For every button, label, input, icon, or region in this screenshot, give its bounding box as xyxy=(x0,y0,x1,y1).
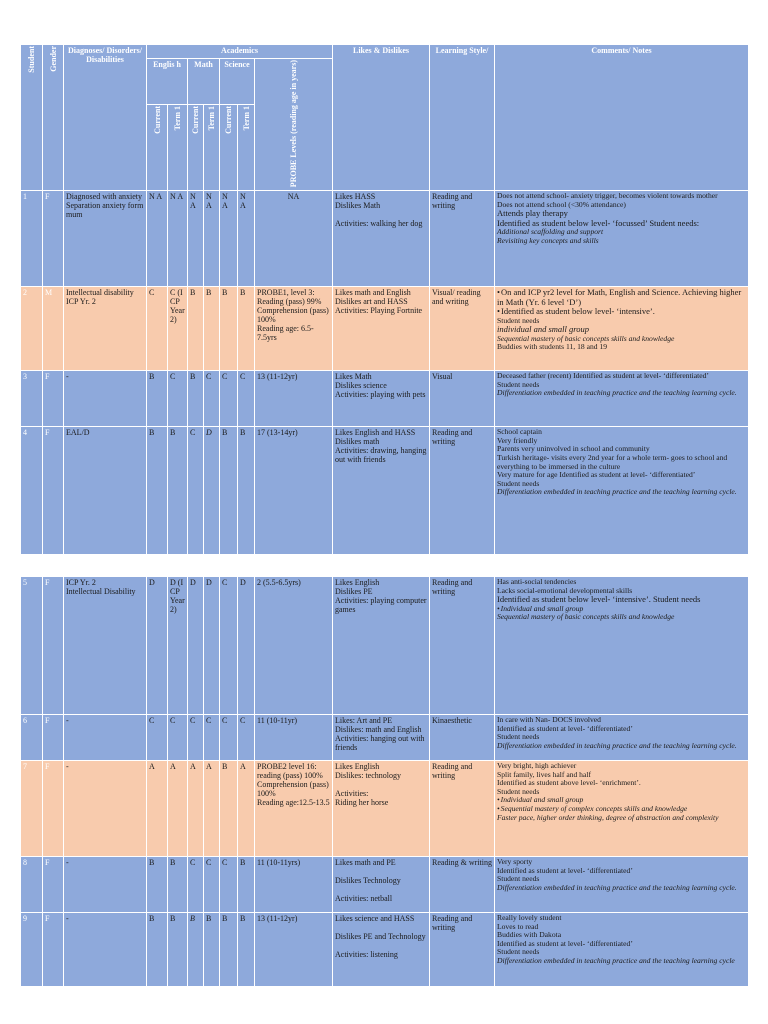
grade-sci-t-cell: B xyxy=(238,427,255,555)
grade-eng-t-cell: C xyxy=(168,715,188,761)
gender-cell: M xyxy=(43,287,64,371)
grade-sci-c-cell: B xyxy=(220,913,238,987)
header-student: Student xyxy=(21,45,43,191)
comment-needs-line: Revisiting key concepts and skills xyxy=(497,235,599,245)
header-english-current: Current xyxy=(147,105,168,191)
comment-line: Student needs xyxy=(497,315,540,325)
comment-needs-line: Differentiation embedded in teaching practice and the teaching learning cycle. xyxy=(497,882,737,892)
grade-sci-c-cell: B xyxy=(220,761,238,857)
likes-line: Dislikes science xyxy=(335,381,387,391)
header-likes: Likes & Dislikes xyxy=(333,45,430,191)
table-row xyxy=(21,577,749,715)
gender-cell: F xyxy=(43,857,64,913)
likes-dislikes-cell xyxy=(333,913,430,987)
probe-level-cell xyxy=(255,191,333,287)
probe-level-cell xyxy=(255,427,333,555)
likes-line: Activities: Playing Fortnite xyxy=(335,306,423,316)
grade-sci-t-cell: A xyxy=(238,761,255,857)
grade-sci-c-cell: C xyxy=(220,857,238,913)
diagnoses-cell xyxy=(64,371,147,427)
header-english: Englis h xyxy=(147,59,188,105)
comment-line: Identified as student at level- ‘differentiated’ xyxy=(497,938,633,948)
gender-cell: F xyxy=(43,427,64,555)
grade-math-t-cell: C xyxy=(204,715,220,761)
grade-eng-c-cell: B xyxy=(147,857,168,913)
learning-style-cell: Visual/ reading and writing xyxy=(430,287,495,371)
likes-dislikes-cell xyxy=(333,287,430,371)
grade-sci-c-cell: B xyxy=(220,287,238,371)
header-learning-style: Learning Style/ xyxy=(430,45,495,191)
comment-line: Has anti-social tendencies xyxy=(497,577,577,586)
gender-cell: F xyxy=(43,371,64,427)
diagnoses-cell xyxy=(64,761,147,857)
comment-line: Identified as student at level- ‘differentiated’ xyxy=(497,723,633,733)
likes-line xyxy=(335,885,427,894)
grade-eng-c-cell: A xyxy=(147,761,168,857)
comment-line: Identified as student below level- ‘focussed’ Student needs: xyxy=(497,217,700,228)
comment-needs-line: • Sequential mastery of complex concepts skills and knowledge xyxy=(497,805,746,814)
diagnosis-line: - xyxy=(66,762,69,771)
student-number-cell: 2 xyxy=(21,287,43,371)
probe-level-cell xyxy=(255,913,333,987)
comment-line: Buddies with students 11, 18 and 19 xyxy=(497,342,608,352)
comments-cell xyxy=(495,577,749,715)
learning-style-cell: Kinaesthetic xyxy=(430,715,495,761)
grade-math-c-cell: N A xyxy=(188,191,204,287)
learning-style-cell: Reading & writing xyxy=(430,857,495,913)
diagnosis-line: Separation anxiety form mum xyxy=(66,201,144,220)
probe-line: Comprehension (pass) 100% xyxy=(257,780,329,798)
grade-math-t-cell: B xyxy=(204,913,220,987)
probe-line: 13 (11-12yr) xyxy=(257,914,298,923)
likes-line: Dislikes: technology xyxy=(335,771,401,780)
comment-line: Identified as student below level- ‘intensive’. Student needs xyxy=(497,594,701,605)
likes-line: Likes English xyxy=(335,762,380,771)
likes-line: Activities: playing computer games xyxy=(335,596,427,614)
likes-line: Activities: listening xyxy=(335,950,398,959)
comment-line: Student needs xyxy=(497,874,540,884)
student-number-cell: 3 xyxy=(21,371,43,427)
comment-line: Identified as student above level- ‘enrichment’. xyxy=(497,778,641,788)
comment-needs-line: Differentiation embedded in teaching practice and the teaching learning cycle. xyxy=(497,388,737,398)
comments-cell xyxy=(495,761,749,857)
header-science-current: Current xyxy=(220,105,238,191)
grade-eng-c-cell: B xyxy=(147,913,168,987)
likes-dislikes-cell xyxy=(333,577,430,715)
grade-math-t-cell: D xyxy=(204,427,220,555)
gender-cell: F xyxy=(43,715,64,761)
comment-line: Really lovely student xyxy=(497,913,562,922)
grade-math-c-cell: C xyxy=(188,427,204,555)
likes-dislikes-cell xyxy=(333,857,430,913)
grade-eng-t-cell: D (ICP Year 2) xyxy=(168,577,188,715)
probe-line: Reading age: 6.5-7.5yrs xyxy=(257,324,314,343)
student-number-cell: 7 xyxy=(21,761,43,857)
likes-line: Likes Math xyxy=(335,372,372,382)
gender-cell: F xyxy=(43,913,64,987)
diagnosis-line: - xyxy=(66,858,69,867)
comments-cell xyxy=(495,715,749,761)
diagnoses-cell xyxy=(64,577,147,715)
likes-line xyxy=(335,941,427,950)
grade-sci-t-cell: B xyxy=(238,913,255,987)
likes-line: Activities: walking her dog xyxy=(335,219,423,229)
student-number-cell: 5 xyxy=(21,577,43,715)
likes-line: Likes English and HASS xyxy=(335,428,416,438)
likes-dislikes-cell xyxy=(333,715,430,761)
likes-line xyxy=(335,867,427,876)
comment-needs-line: Sequential mastery of basic concepts skills and knowledge xyxy=(497,333,675,343)
grade-math-t-cell: C xyxy=(204,857,220,913)
comment-emphasis: individual and small group xyxy=(497,324,590,335)
grade-eng-c-cell: B xyxy=(147,371,168,427)
gender-cell: F xyxy=(43,191,64,287)
table-row xyxy=(21,857,749,913)
probe-level-cell xyxy=(255,857,333,913)
comments-cell xyxy=(495,371,749,427)
learning-style-cell: Reading and writing xyxy=(430,427,495,555)
comments-cell xyxy=(495,287,749,371)
diagnosis-line: - xyxy=(66,716,69,725)
likes-dislikes-cell xyxy=(333,191,430,287)
header-math-term1: Term 1 xyxy=(204,105,220,191)
probe-line: Reading age:12.5-13.5 xyxy=(257,798,330,807)
diagnoses-cell xyxy=(64,857,147,913)
table-row xyxy=(21,371,749,427)
diagnoses-cell xyxy=(64,287,147,371)
student-profile-table-top xyxy=(20,44,749,555)
likes-line xyxy=(335,210,427,219)
grade-sci-t-cell: D xyxy=(238,577,255,715)
comment-line: Deceased father (recent) Identified as student at level- ‘differentiated’ xyxy=(497,371,709,381)
student-profile-table-bottom xyxy=(20,576,749,987)
probe-line: PROBE2 level 16: xyxy=(257,762,317,771)
likes-line xyxy=(335,923,427,932)
grade-sci-t-cell: B xyxy=(238,857,255,913)
probe-level-cell xyxy=(255,287,333,371)
likes-line xyxy=(335,780,427,789)
likes-line: Dislikes: math and English xyxy=(335,725,422,734)
likes-line: Activities: netball xyxy=(335,894,393,903)
diagnoses-cell xyxy=(64,913,147,987)
grade-sci-t-cell: B xyxy=(238,287,255,371)
probe-line: reading (pass) 100% xyxy=(257,771,323,780)
comment-needs-line: Differentiation embedded in teaching practice and the teaching learning cycle xyxy=(497,955,735,965)
grade-sci-t-cell: C xyxy=(238,715,255,761)
probe-level-cell xyxy=(255,761,333,857)
likes-line: Likes English xyxy=(335,578,380,587)
comment-line: Very bright, high achiever xyxy=(497,761,577,770)
comment-needs-line: Sequential mastery of basic concepts skills and knowledge xyxy=(497,612,675,622)
grade-sci-t-cell: N A xyxy=(238,191,255,287)
comment-line: Split family, lives half and half xyxy=(497,769,591,779)
diagnoses-cell xyxy=(64,191,147,287)
comment-line: • Identified as student below level- ‘intensive’. xyxy=(497,307,746,317)
comment-needs-line: • Individual and small group xyxy=(497,605,746,614)
header-comments: Comments/ Notes xyxy=(495,45,749,191)
header-science-term1: Term 1 xyxy=(238,105,255,191)
header-math: Math xyxy=(188,59,220,105)
probe-level-cell xyxy=(255,371,333,427)
likes-dislikes-cell xyxy=(333,371,430,427)
comment-line: Does not attend school- anxiety trigger, becomes violent towards mother xyxy=(497,191,718,201)
grade-math-c-cell: A xyxy=(188,761,204,857)
diagnosis-line: EAL/D xyxy=(66,428,90,438)
learning-style-cell: Reading and writing xyxy=(430,761,495,857)
table-row xyxy=(21,287,749,371)
likes-dislikes-cell xyxy=(333,427,430,555)
diagnoses-cell xyxy=(64,715,147,761)
grade-eng-c-cell: N A xyxy=(147,191,168,287)
likes-line: Likes HASS xyxy=(335,192,376,202)
grade-math-c-cell: C xyxy=(188,715,204,761)
grade-eng-t-cell: B xyxy=(168,427,188,555)
comment-line: Student needs xyxy=(497,947,540,957)
learning-style-cell: Reading and writing xyxy=(430,577,495,715)
grade-eng-c-cell: B xyxy=(147,427,168,555)
comment-line: Turkish heritage- visits every 2nd year for a whole term- goes to school and everything to be immersed in the culture xyxy=(497,452,728,471)
grade-eng-t-cell: B xyxy=(168,857,188,913)
diagnosis-line: ICP Yr. 2 xyxy=(66,297,96,307)
comment-needs-line: Additional scaffolding and support xyxy=(497,227,604,237)
grade-math-c-cell: B xyxy=(188,287,204,371)
comment-line: Very sporty xyxy=(497,857,533,866)
diagnosis-line: Intellectual Disability xyxy=(66,587,136,596)
comment-line: Student needs xyxy=(497,478,540,488)
header-academics: Academics xyxy=(147,45,333,59)
comment-needs-line: • Individual and small group xyxy=(497,796,746,805)
probe-line: NA xyxy=(287,192,300,202)
grade-math-c-cell: B xyxy=(188,913,204,987)
comment-line: Very mature for age Identified as student at level- ‘differentiated’ xyxy=(497,470,696,480)
likes-line: Riding her horse xyxy=(335,798,389,807)
probe-line: 2 (5.5-6.5yrs) xyxy=(257,578,301,587)
gender-cell: F xyxy=(43,761,64,857)
diagnosis-line: Intellectual disability xyxy=(66,288,134,298)
grade-eng-t-cell: C xyxy=(168,371,188,427)
grade-math-t-cell: A xyxy=(204,761,220,857)
probe-line: 13 (11-12yr) xyxy=(257,372,298,382)
probe-line: 11 (10-11yrs) xyxy=(257,858,301,867)
header-science: Science xyxy=(220,59,255,105)
likes-line: Dislikes PE xyxy=(335,587,373,596)
probe-level-cell xyxy=(255,715,333,761)
comment-line: Parents very uninvolved in school and community xyxy=(497,444,650,454)
likes-line: Dislikes PE and Technology xyxy=(335,932,426,941)
probe-line: 17 (13-14yr) xyxy=(257,428,298,438)
student-number-cell: 6 xyxy=(21,715,43,761)
likes-line: Activities: xyxy=(335,789,369,798)
likes-line: Activities: drawing, hanging out with friends xyxy=(335,446,427,465)
table-body-bottom xyxy=(21,577,749,987)
learning-style-cell: Reading and writing xyxy=(430,191,495,287)
comment-line: Student needs xyxy=(497,786,540,796)
learning-style-cell: Reading and writing xyxy=(430,913,495,987)
table-row xyxy=(21,427,749,555)
probe-line: Reading (pass) 99% xyxy=(257,297,322,307)
grade-math-c-cell: B xyxy=(188,371,204,427)
comment-line: Attends play therapy xyxy=(497,208,568,219)
comment-line: Buddies with Dakota xyxy=(497,930,562,940)
grade-sci-c-cell: C xyxy=(220,577,238,715)
likes-line: Activities: hanging out with friends xyxy=(335,734,425,752)
grade-eng-c-cell: D xyxy=(147,577,168,715)
likes-line: Activities: playing with pets xyxy=(335,390,426,400)
comment-line: School captain xyxy=(497,427,542,437)
likes-line: Likes: Art and PE xyxy=(335,716,393,725)
grade-eng-c-cell: C xyxy=(147,715,168,761)
grade-sci-c-cell: C xyxy=(220,715,238,761)
diagnosis-line: - xyxy=(66,372,69,382)
table-row xyxy=(21,191,749,287)
diagnosis-line: ICP Yr. 2 xyxy=(66,578,96,587)
grade-math-t-cell: D xyxy=(204,577,220,715)
diagnosis-line: - xyxy=(66,914,69,923)
comment-line: Student needs xyxy=(497,732,540,742)
gender-cell: F xyxy=(43,577,64,715)
table-row xyxy=(21,715,749,761)
diagnosis-line: Diagnosed with anxiety xyxy=(66,192,142,202)
comments-cell xyxy=(495,857,749,913)
student-number-cell: 4 xyxy=(21,427,43,555)
grade-sci-c-cell: C xyxy=(220,371,238,427)
comment-line: Very friendly xyxy=(497,435,538,445)
table-body-top xyxy=(21,191,749,555)
comment-line: Does not attend school (<30% attendance) xyxy=(497,199,626,209)
grade-math-c-cell: D xyxy=(188,577,204,715)
grade-sci-t-cell: C xyxy=(238,371,255,427)
header-english-term1: Term 1 xyxy=(168,105,188,191)
probe-level-cell xyxy=(255,577,333,715)
comment-line: Identified as student at level- ‘differentiated’ xyxy=(497,865,633,875)
comment-line: In care with Nan- DOCS involved xyxy=(497,715,601,724)
comment-needs-line: Differentiation embedded in teaching practice and the teaching learning cycle. xyxy=(497,487,737,497)
grade-sci-c-cell: N A xyxy=(220,191,238,287)
table-row xyxy=(21,761,749,857)
comment-line: Lacks social-emotional developmental skills xyxy=(497,585,633,595)
student-number-cell: 8 xyxy=(21,857,43,913)
likes-dislikes-cell xyxy=(333,761,430,857)
probe-line: 11 (10-11yr) xyxy=(257,716,298,725)
comment-needs-line: Differentiation embedded in teaching practice and the teaching learning cycle. xyxy=(497,740,737,750)
grade-sci-c-cell: B xyxy=(220,427,238,555)
header-probe: PROBE Levels (reading age in years) xyxy=(255,59,333,191)
header-math-current: Current xyxy=(188,105,204,191)
likes-line: Likes science and HASS xyxy=(335,914,415,923)
comment-line: • On and ICP yr2 level for Math, English and Science. Achieving higher in Math (Yr. 6 level ‘D’) xyxy=(497,288,746,307)
diagnoses-cell xyxy=(64,427,147,555)
grade-eng-t-cell: A xyxy=(168,761,188,857)
grade-math-c-cell: C xyxy=(188,857,204,913)
grade-eng-t-cell: C (ICP Year 2) xyxy=(168,287,188,371)
likes-line: Likes math and English xyxy=(335,288,411,298)
grade-eng-t-cell: N A xyxy=(168,191,188,287)
grade-math-t-cell: B xyxy=(204,287,220,371)
comments-cell xyxy=(495,427,749,555)
learning-style-cell: Visual xyxy=(430,371,495,427)
probe-line: PROBE1, level 3: xyxy=(257,288,315,298)
grade-eng-t-cell: B xyxy=(168,913,188,987)
student-number-cell: 1 xyxy=(21,191,43,287)
grade-math-t-cell: C xyxy=(204,371,220,427)
comments-cell xyxy=(495,191,749,287)
grade-math-t-cell: N A xyxy=(204,191,220,287)
student-number-cell: 9 xyxy=(21,913,43,987)
header-diagnoses: Diagnoses/ Disorders/ Disabilities xyxy=(64,45,147,191)
comment-line: Loves to read xyxy=(497,921,539,931)
table-row xyxy=(21,913,749,987)
likes-line: Dislikes art and HASS xyxy=(335,297,408,307)
comment-needs-line: Faster pace, higher order thinking, degree of abstraction and complexity xyxy=(497,812,719,822)
header-gender: Gender xyxy=(43,45,64,191)
likes-line: Dislikes math xyxy=(335,437,380,447)
likes-line: Dislikes Technology xyxy=(335,876,401,885)
likes-line: Dislikes Math xyxy=(335,201,381,211)
grade-eng-c-cell: C xyxy=(147,287,168,371)
comments-cell xyxy=(495,913,749,987)
likes-line: Likes math and PE xyxy=(335,858,396,867)
comment-line: Student needs xyxy=(497,379,540,389)
probe-line: Comprehension (pass) 100% xyxy=(257,306,329,325)
